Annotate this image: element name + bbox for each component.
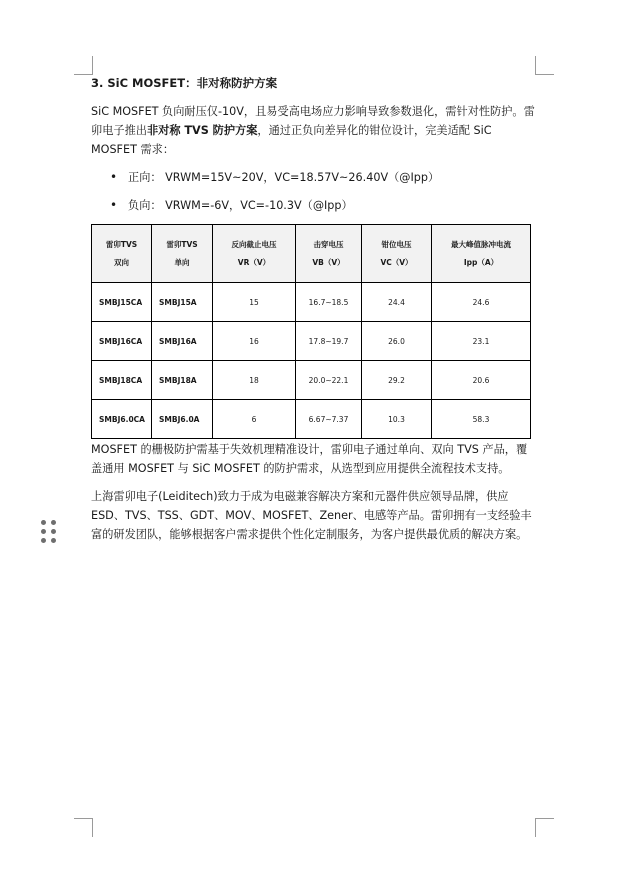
table-cell: 15 [213, 283, 296, 322]
table-cell: SMBJ18A [152, 361, 213, 400]
table-cell: SMBJ6.0CA [92, 400, 152, 439]
table-cell: 6 [213, 400, 296, 439]
bullet-icon: • [110, 198, 118, 212]
bullet-icon: • [110, 170, 118, 184]
table-cell: SMBJ16A [152, 322, 213, 361]
table-cell: 58.3 [432, 400, 531, 439]
table-row [92, 283, 531, 322]
header-cell-bidirectional: 雷卯TVS 双向 [92, 225, 152, 283]
table-cell: 24.4 [362, 283, 432, 322]
bullet-label: 负向： [128, 199, 162, 212]
tvs-spec-table [91, 224, 531, 439]
intro-text-1: SiC MOSFET 负向耐压仅-10V，且易受高电场应力影响导致参数退化，需针对性防护。 [91, 105, 524, 118]
intro-text-3: ，通过正负向差异化的钳位设计，完美适配 SiC MOSFET 需求： [91, 124, 492, 156]
table-cell: 20.0~22.1 [296, 361, 362, 400]
table-cell: SMBJ16CA [92, 322, 152, 361]
table-cell: 16.7~18.5 [296, 283, 362, 322]
company-paragraph: 上海雷卯电子(Leiditech)致力于成为电磁兼容解决方案和元器件供应领导品牌，供应ESD、TVS、TSS、GDT、MOV、MOSFET、Zener、电感等产品。雷卯拥有一支经验丰富的研发团队，能够根据客户需求提供个性化定制服务，为客户提供最优质的解决方案。 [91, 490, 532, 541]
bullet-item-positive [110, 169, 439, 185]
header-cell-vr: 反向截止电压 VR（V） [213, 225, 296, 283]
table-cell: 6.67~7.37 [296, 400, 362, 439]
table-cell: 20.6 [432, 361, 531, 400]
page-corner-mark-bottom-left [74, 818, 93, 837]
table-header-row [92, 225, 531, 283]
page-corner-mark-top-right [535, 56, 554, 75]
page-corner-mark-top-left [74, 56, 93, 75]
table-cell: 17.8~19.7 [296, 322, 362, 361]
section-heading: 3. SiC MOSFET：非对称防护方案 [91, 76, 278, 90]
header-cell-vc: 钳位电压 VC（V） [362, 225, 432, 283]
bullet-text: VRWM=15V~20V，VC=18.57V~26.40V（@Ipp） [165, 171, 440, 184]
table-cell: 16 [213, 322, 296, 361]
table-cell: SMBJ18CA [92, 361, 152, 400]
table-cell: 26.0 [362, 322, 432, 361]
table-cell: 10.3 [362, 400, 432, 439]
table-cell: 23.1 [432, 322, 531, 361]
table-cell: 29.2 [362, 361, 432, 400]
table-cell: SMBJ15CA [92, 283, 152, 322]
bullet-item-negative [110, 197, 353, 213]
page-corner-mark-bottom-right [535, 818, 554, 837]
header-cell-unidirectional: 雷卯TVS 单向 [152, 225, 213, 283]
drag-handle-icon[interactable] [41, 519, 57, 547]
table-row [92, 400, 531, 439]
bullet-label: 正向： [128, 171, 162, 184]
intro-text-2: 雷卯电子推出 [91, 105, 535, 137]
header-cell-vb: 击穿电压 VB（V） [296, 225, 362, 283]
bullet-text: VRWM=-6V，VC=-10.3V（@Ipp） [165, 199, 353, 212]
table-cell: SMBJ6.0A [152, 400, 213, 439]
table-cell: SMBJ15A [152, 283, 213, 322]
summary-paragraph: MOSFET 的栅极防护需基于失效机理精准设计，雷卯电子通过单向、双向 TVS 产品，覆盖通用 MOSFET 与 SiC MOSFET 的防护需求，从选型到应用提供全流程技术支持。 [91, 443, 528, 475]
table-row [92, 361, 531, 400]
intro-paragraph [91, 102, 537, 159]
table-row [92, 322, 531, 361]
header-cell-ipp: 最大峰值脉冲电流 Ipp（A） [432, 225, 531, 283]
intro-bold-text: 非对称 TVS 防护方案 [146, 124, 258, 137]
table-cell: 18 [213, 361, 296, 400]
table-cell: 24.6 [432, 283, 531, 322]
